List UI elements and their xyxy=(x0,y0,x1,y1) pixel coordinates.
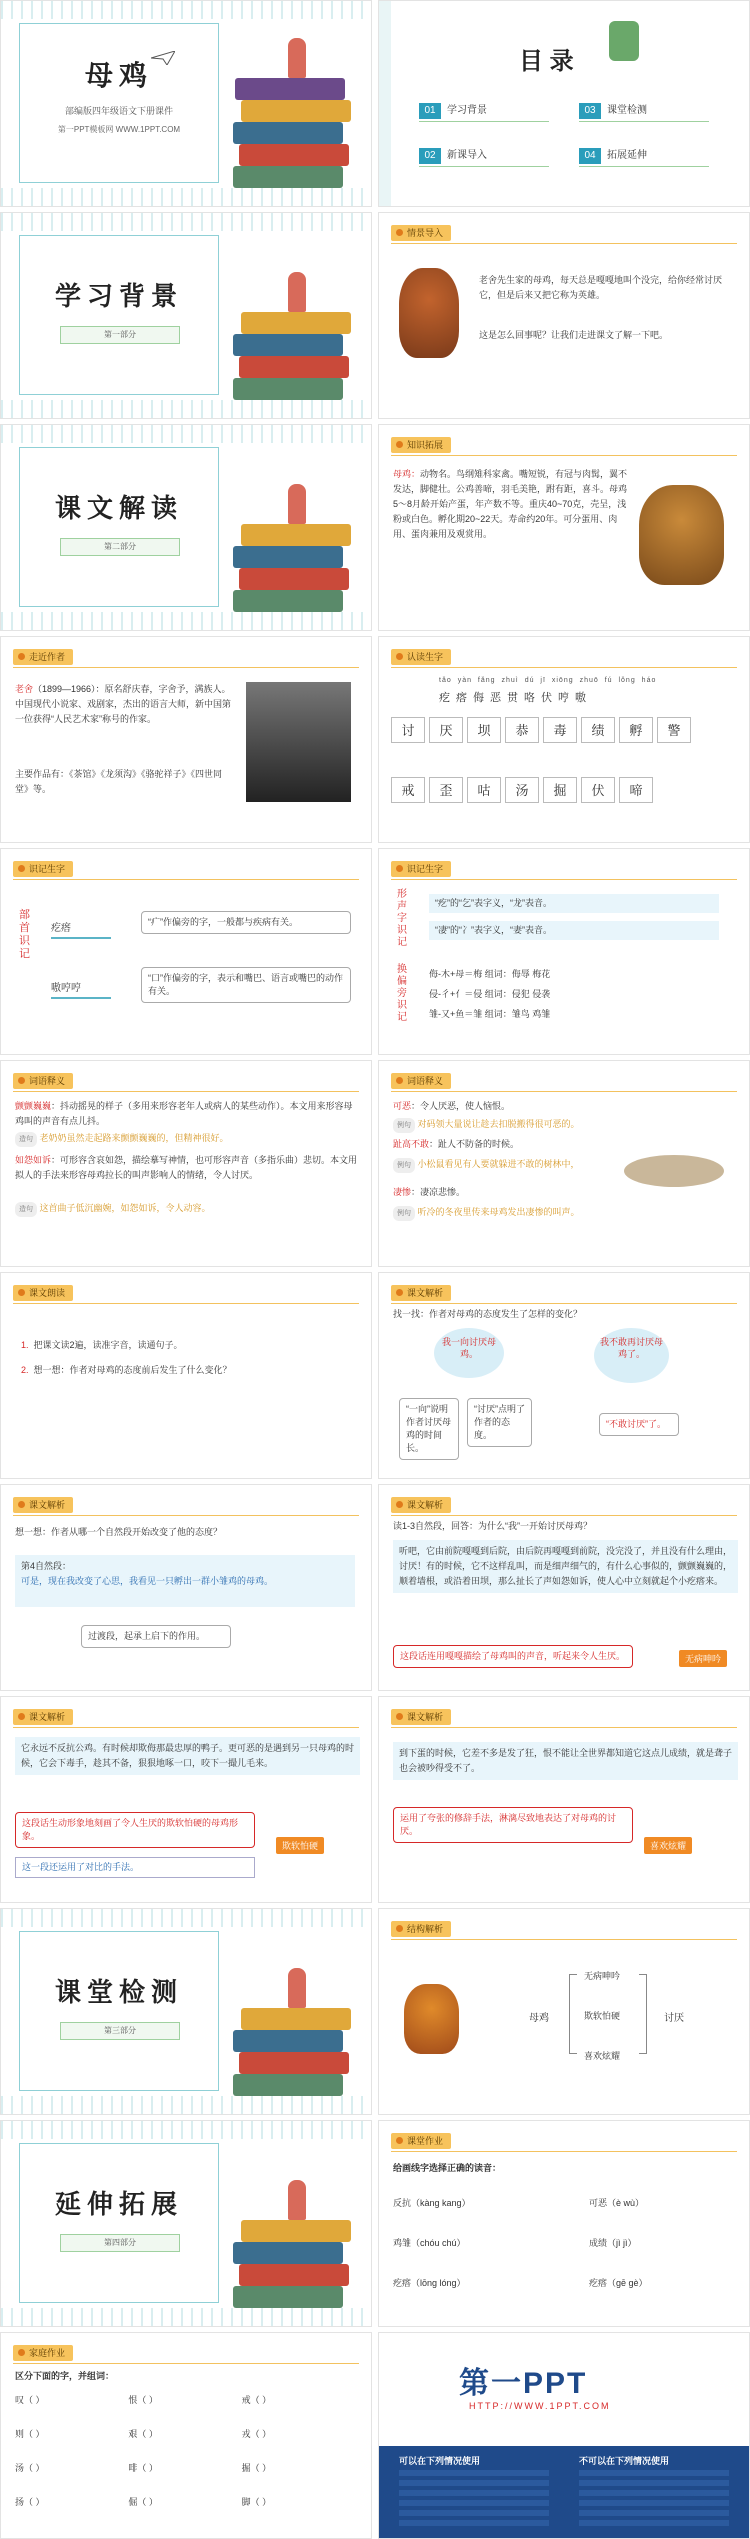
homework-cell: 戎（ ） xyxy=(241,2429,272,2439)
pinyin: fú xyxy=(604,677,616,684)
paragraph: 听吧，它由前院嘎嘎到后院，由后院再嘎嘎到前院，没完没了，并且没有什么理由，讨厌！有的时候，它不这样乱叫，而是细声细气的，有什么心事似的，颤颤巍巍的，顺着墙根，或沿着田坝，那么扯长了声如怨如诉，使人心中立刻就起个小疙瘩来。 xyxy=(393,1540,738,1593)
toc-item[interactable]: 02 新课导入 xyxy=(419,146,487,164)
char-chip: 戒 xyxy=(391,777,425,803)
pinyin: zhuō xyxy=(579,677,602,684)
slide-homework: 课堂作业 给画线字选择正确的读音： 反抗（kàng kang） 可恶（è wù） 鸡雏（chóu chú） 成绩（jì jì） 疙瘩（lōng lóng） 疙瘩（gē gè） xyxy=(378,2120,750,2327)
rule-row: 侵-彳+亻＝侵 组词：侵犯 侵袭 xyxy=(429,989,551,999)
bubble-after: 我不敢再讨厌母鸡了。 xyxy=(594,1328,669,1383)
homework-row xyxy=(15,2427,355,2461)
section-title: 课堂检测 xyxy=(54,1977,183,2007)
char-chip: 坝 xyxy=(467,717,501,743)
word-1: 疙瘩 xyxy=(51,919,111,939)
slide-section-3 xyxy=(0,1908,372,2115)
slide-analysis-5 xyxy=(378,1696,750,1903)
char-chip: 厌 xyxy=(429,717,463,743)
char-chip: 毒 xyxy=(543,717,577,743)
paragraph: 到下蛋的时候，它差不多是发了狂，恨不能让全世界都知道它这点儿成绩，就是聋子也会被吵得受不了。 xyxy=(393,1742,738,1780)
note-3: “不敢讨厌”了。 xyxy=(599,1413,679,1436)
slide-vocab-2: 词语释义 可恶：令人厌恶，使人恼恨。 例句 对码领大量说让趁去扣脱搬得很可恶的。 趾高不敢：趾人不防备的时候。 例句 小松鼠看见有人要就躲进不敢的树林中， 凄惨：凄凉悲惨。 例句 听冷的冬夜里传来母鸡发出凄惨的叫声。 xyxy=(378,1060,750,1267)
books-illustration xyxy=(233,2158,353,2308)
slide-section-1 xyxy=(0,212,372,419)
badge: 欺软怕硬 xyxy=(276,1837,324,1854)
toc-item[interactable]: 01 学习背景 xyxy=(419,101,487,119)
box: 运用了夸张的修辞手法，淋漓尽致地表达了对母鸡的讨厌。 xyxy=(393,1807,633,1843)
pinyin: dú xyxy=(524,677,538,684)
slide-analysis-3: 课文解析 读1-3自然段，回答：为什么“我”一开始讨厌母鸡？ 听吧，它由前院嘎嘎到后院，由后院再嘎嘎到前院，没完没了，并且没有什么理由，讨厌！有的时候，它不这样乱叫，而是细声细气的，有什么心事似的，颤颤巍巍的，顺着墙根，或沿着田坝，那么扯长了声如怨如诉，使人心中立刻就起个小疙瘩来。 这段话连用嘎嘎描绘了母鸡叫的声音，听起来令人生厌。 无病呻吟 xyxy=(378,1484,750,1691)
slide-author xyxy=(0,636,372,843)
section-part: 第一部分 xyxy=(60,326,180,344)
stripe-decoration xyxy=(1,1,371,19)
slide-header: 词语释义 xyxy=(13,1073,73,1089)
slide-header: 课文解析 xyxy=(13,1709,73,1725)
pinyin: fǎng xyxy=(477,677,499,684)
side-label: 部首识记 xyxy=(19,909,30,960)
pinyin-row xyxy=(439,677,659,684)
books-illustration xyxy=(233,250,353,400)
slide-chars-3 xyxy=(378,848,750,1055)
section-part: 第三部分 xyxy=(60,2022,180,2040)
hen-image xyxy=(639,485,724,585)
char-chip: 讨 xyxy=(391,717,425,743)
char-chip: 孵 xyxy=(619,717,653,743)
paragraph: 它永远不反抗公鸡。有时候却欺侮那最忠厚的鸭子。更可恶的是遇到另一只母鸡的时候，它会下毒手，趁其不备，狠狠地啄一口，咬下一撮儿毛来。 xyxy=(15,1737,360,1775)
section-title: 延伸拓展 xyxy=(54,2189,183,2219)
homework-cell: 汤（ ） xyxy=(15,2463,45,2473)
slide-vocab-1: 词语释义 颤颤巍巍：抖动摇晃的样子（多用来形容老年人或病人的某些动作）。本文用来形容母鸡叫的声音有点儿抖。 造句 老奶奶虽然走起路来颤颤巍巍的，但精神很好。 如怨如诉：可形容含哀如怨，描绘摹写神情，也可形容声音（多指乐曲）悲切。本文用拟人的手法来形容母鸡拉长的叫声影响人的情绪，令人讨厌。 造句 这首曲子低沉幽婉，如怨如诉，令人动容。 xyxy=(0,1060,372,1267)
slide-header: 课文解析 xyxy=(391,1285,451,1301)
author-bio: （1899—1966）：原名舒庆春，字舍予，满族人。中国现代小说家、戏剧家，杰出的语言大师，新中国第一位获得“人民艺术家”称号的作家。 xyxy=(15,684,232,724)
rule-a: “疙”的“乞”表字义，“龙”表音。 xyxy=(429,894,719,913)
slide-intro xyxy=(378,212,750,419)
slide-section-2 xyxy=(0,424,372,631)
cover-title: 母鸡 xyxy=(84,60,153,91)
char-chip: 掘 xyxy=(543,777,577,803)
slide-header: 家庭作业 xyxy=(13,2345,73,2361)
toc-title: 目 录 xyxy=(519,48,574,75)
note-1: “一向”说明作者讨厌母鸡的时间长。 xyxy=(399,1398,459,1460)
slide-header: 结构解析 xyxy=(391,1921,451,1937)
slide-header: 识记生字 xyxy=(391,861,451,877)
term: 母鸡： xyxy=(393,469,421,479)
homework-grid xyxy=(15,2393,355,2529)
homework-cell: 倔（ ） xyxy=(128,2497,158,2507)
cover-subtitle: 部编版四年级语文下册课件 xyxy=(64,106,173,116)
char-chip: 啼 xyxy=(619,777,653,803)
footer-bar: 可以在下列情况使用 不可以在下列情况使用 xyxy=(379,2446,749,2538)
section-part: 第四部分 xyxy=(60,2234,180,2252)
slide-analysis-4 xyxy=(0,1696,372,1903)
homework-row xyxy=(15,2393,355,2427)
word-2: 嗷哼哼 xyxy=(51,979,111,999)
slide-header: 认读生字 xyxy=(391,649,451,665)
homework-row xyxy=(15,2461,355,2495)
slide-header: 课堂作业 xyxy=(391,2133,451,2149)
intro-line-2: 这是怎么回事呢？让我们走进课文了解一下吧。 xyxy=(479,330,669,340)
homework-cell: 戒（ ） xyxy=(241,2395,272,2405)
char-row-2 xyxy=(391,777,657,803)
homework-cell: 啡（ ） xyxy=(128,2463,158,2473)
cover-panel xyxy=(19,23,219,183)
rule-row: 侮-木+母＝梅 组词：侮辱 梅花 xyxy=(429,969,551,979)
char-chip: 绩 xyxy=(581,717,615,743)
char-chip: 伏 xyxy=(581,777,615,803)
pinyin: lǒng xyxy=(618,677,639,684)
char-row-1 xyxy=(391,717,695,743)
slide-structure: 结构解析 母鸡 无病呻吟 欺软怕硬 喜欢炫耀 讨厌 xyxy=(378,1908,750,2115)
footer-logo: 第一PPT xyxy=(459,2367,588,2400)
section-part: 第二部分 xyxy=(60,538,180,556)
note-1: “疒”作偏旁的字，一般都与疾病有关。 xyxy=(141,911,351,934)
char-chip: 汤 xyxy=(505,777,539,803)
homework-cell: 艰（ ） xyxy=(128,2429,158,2439)
pinyin: háo xyxy=(641,677,657,684)
stripe-decoration xyxy=(379,1,391,206)
cover-site: 第一PPT模板网 WWW.1PPT.COM xyxy=(57,125,181,134)
slide-toc xyxy=(378,0,750,207)
books-illustration xyxy=(233,1946,353,2096)
slide-section-4 xyxy=(0,2120,372,2327)
books-illustration xyxy=(233,462,353,612)
author-works: 主要作品有：《茶馆》《龙须沟》《骆驼祥子》《四世同堂》等。 xyxy=(15,769,223,794)
homework-cell: 则（ ） xyxy=(15,2429,45,2439)
homework-cell: 脚（ ） xyxy=(241,2497,272,2507)
bubble-before: 我一向讨厌母鸡。 xyxy=(434,1328,504,1378)
homework-row xyxy=(15,2495,355,2529)
slide-chars-1 xyxy=(378,636,750,843)
homework-cell: 叹（ ） xyxy=(15,2395,45,2405)
hen-image xyxy=(404,1984,459,2054)
slide-footer xyxy=(378,2332,750,2539)
slide-knowledge xyxy=(378,424,750,631)
side-label-2: 换偏旁识记 xyxy=(397,964,407,1023)
slide-analysis-1 xyxy=(378,1272,750,1479)
char-chip: 警 xyxy=(657,717,691,743)
question: 找一找：作者对母鸡的态度发生了怎样的变化？ xyxy=(393,1309,583,1319)
box: 这段话连用嘎嘎描绘了母鸡叫的声音，听起来令人生厌。 xyxy=(393,1645,633,1668)
box: 这段话生动形象地刻画了令人生厌的欺软怕硬的母鸡形象。 xyxy=(15,1812,255,1848)
center-node: 母鸡 xyxy=(529,2013,549,2024)
pinyin: xiōng xyxy=(551,677,577,684)
section-title: 学习背景 xyxy=(54,281,183,311)
rule-b: “凄”的“冫”表字义，“妻”表音。 xyxy=(429,921,719,940)
slide-header: 课文解析 xyxy=(391,1497,451,1513)
homework-cell: 恨（ ） xyxy=(128,2395,158,2405)
note-2: “口”作偏旁的字，表示和嘴巴、语言或嘴巴的动作有关。 xyxy=(141,967,351,1003)
homework-cell: 掘（ ） xyxy=(241,2463,272,2473)
char-chip: 咕 xyxy=(467,777,501,803)
slide-header: 课文朗读 xyxy=(13,1285,73,1301)
pinyin: tǎo xyxy=(439,677,455,684)
side-label-1: 形声字识记 xyxy=(397,889,407,948)
slide-header: 走近作者 xyxy=(13,649,73,665)
slide-header: 词语释义 xyxy=(391,1073,451,1089)
hen-image xyxy=(399,268,459,358)
note: 这一段还运用了对比的手法。 xyxy=(15,1857,255,1878)
badge: 喜欢炫耀 xyxy=(644,1837,692,1854)
footer-url: HTTP://WWW.1PPT.COM xyxy=(469,2401,611,2411)
graduate-illustration xyxy=(609,21,639,61)
rule-row: 雏-又+鱼＝雏 组词：雏鸟 鸡雏 xyxy=(429,1009,551,1019)
slide-analysis-2: 课文解析 想一想：作者从哪一个自然段开始改变了他的态度？ 第4自然段： 可是，现在我改变了心思，我看见一只孵出一群小雏鸡的母鸡。 过渡段，起承上启下的作用。 xyxy=(0,1484,372,1691)
pinyin: jī xyxy=(540,677,549,684)
intro-line-1: 老舍先生家的母鸡，每天总是嘎嘎地叫个没完，给你经常讨厌它，但是后来又把它称为英雄。 xyxy=(479,275,723,300)
flying-squirrel-image xyxy=(619,1146,729,1196)
author-photo xyxy=(246,682,351,802)
char-chip: 恭 xyxy=(505,717,539,743)
note-2: “讨厌”点明了作者的态度。 xyxy=(467,1398,532,1447)
pinyin: yàn xyxy=(457,677,475,684)
slide-header: 课文解析 xyxy=(13,1497,73,1513)
char-chip: 歪 xyxy=(429,777,463,803)
slide-chars-2 xyxy=(0,848,372,1055)
badge: 无病呻吟 xyxy=(679,1650,727,1667)
stripe-decoration xyxy=(1,188,371,206)
right-node: 讨厌 xyxy=(664,2013,684,2024)
paper-plane-icon xyxy=(151,51,175,65)
slide-header: 情景导入 xyxy=(391,225,451,241)
note: 过渡段，起承上启下的作用。 xyxy=(81,1625,231,1648)
toc-item[interactable]: 04 拓展延伸 xyxy=(579,146,647,164)
slide-cover xyxy=(0,0,372,207)
slide-homework-2: 家庭作业 区分下面的字，并组词： 叹（ ） 恨（ ） 戒（ ） 则（ ） 艰（ ） 戎（ ） 汤（ ） 啡（ ） 掘（ ） 扬（ ） 倔（ ） 脚（ ） xyxy=(0,2332,372,2539)
slide-header: 课文解析 xyxy=(391,1709,451,1725)
slide-header: 识记生字 xyxy=(13,861,73,877)
homework-cell: 扬（ ） xyxy=(15,2497,45,2507)
char-row: 疙瘩侮恶贯咯伏哼嗷 xyxy=(439,692,592,704)
toc-item[interactable]: 03 课堂检测 xyxy=(579,101,647,119)
author-name: 老舍 xyxy=(15,684,34,694)
knowledge-text: 动物名。鸟纲雉科家禽。嘴短锐，有冠与肉髯，翼不发达，脚健壮。公鸡善啼，羽毛美艳，跗有距，喜斗。母鸡5～8月龄开始产蛋，年产数不等。重庆40~70克，壳呈，浅粉或白色。孵化期20~22天。寿命约20年。可分蛋用、肉用、蛋肉兼用及观赏用。 xyxy=(393,469,628,539)
books-illustration xyxy=(233,38,353,188)
section-title: 课文解读 xyxy=(54,493,183,523)
pinyin: zhuì xyxy=(501,677,522,684)
slide-header: 知识拓展 xyxy=(391,437,451,453)
slide-read: 课文朗读 1. 把课文读2遍，读准字音，读通句子。 2. 想一想：作者对母鸡的态度前后发生了什么变化？ xyxy=(0,1272,372,1479)
